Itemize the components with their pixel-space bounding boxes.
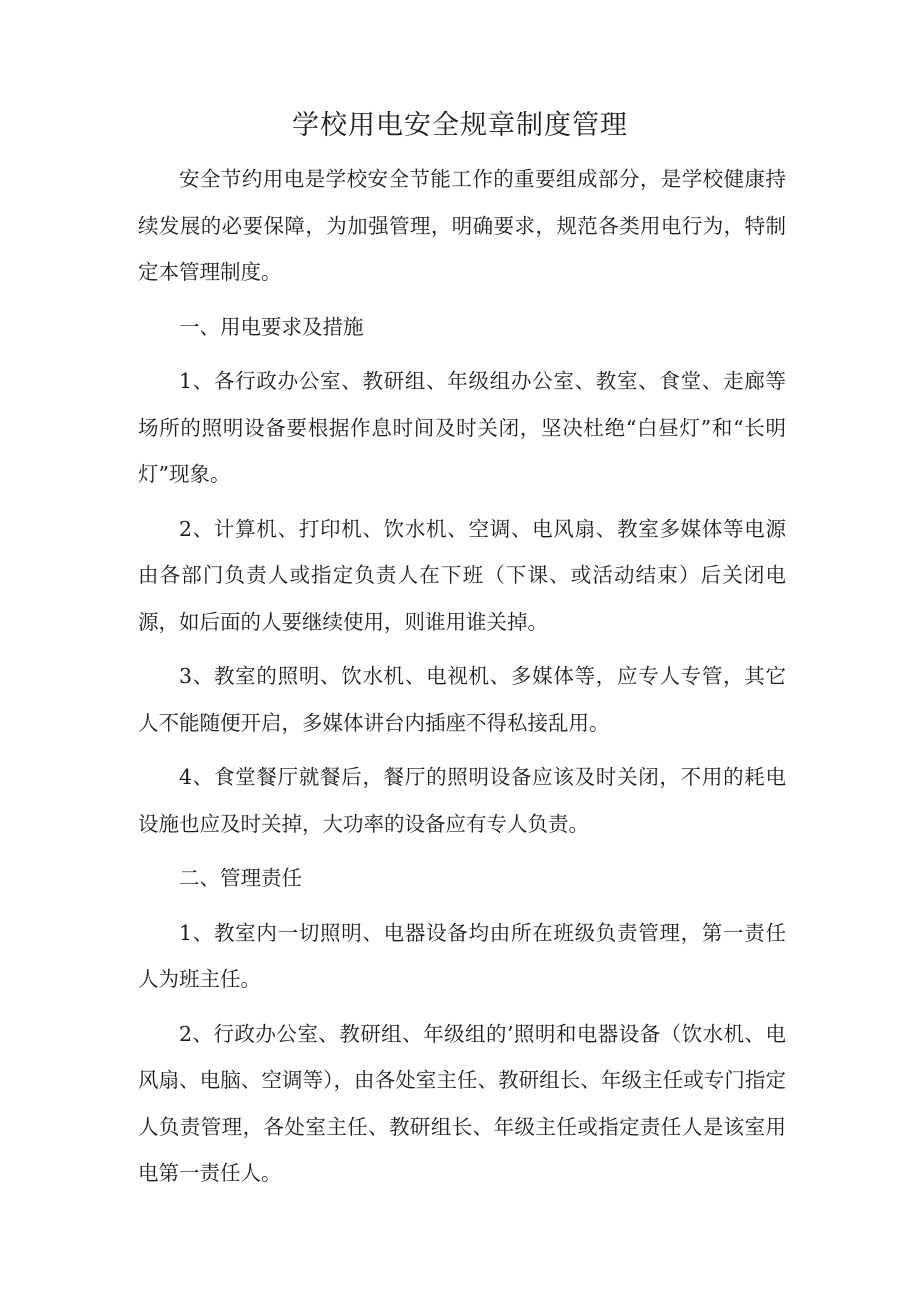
intro-paragraph: 安全节约用电是学校安全节能工作的重要组成部分，是学校健康持续发展的必要保障，为加强管理，明确要求，规范各类用电行为，特制定本管理制度。 [138,167,786,284]
section-heading-requirements: 一、用电要求及措施 [179,314,364,339]
requirement-item-2: 2、计算机、打印机、饮水机、空调、电风扇、教室多媒体等电源由各部门负责人或指定负责人在下班（下课、或活动结束）后关闭电源，如后面的人要继续使用，则谁用谁关掉。 [138,516,786,634]
section-heading-responsibility: 二、管理责任 [179,866,302,890]
requirement-item-1: 1、各行政办公室、教研组、年级组办公室、教室、食堂、走廊等场所的照明设备要根据作息时间及时关闭，坚决杜绝“白昼灯”和“长明灯”现象。 [138,369,786,486]
requirement-item-4: 4、食堂餐厅就餐后，餐厅的照明设备应该及时关闭，不用的耗电设施也应及时关掉，大功率的设备应有专人负责。 [138,765,786,836]
responsibility-item-2: 2、行政办公室、教研组、年级组的’照明和电器设备（饮水机、电风扇、电脑、空调等），由各处室主任、教研组长、年级主任或专门指定人负责管理，各处室主任、教研组长、年级主任或指定责任人是该室用电第一责任人。 [138,1021,786,1185]
requirement-item-3: 3、教室的照明、饮水机、电视机、多媒体等，应专人专管，其它人不能随便开启，多媒体讲台内插座不得私接乱用。 [138,664,786,735]
responsibility-item-1: 1、教室内一切照明、电器设备均由所在班级负责管理，第一责任人为班主任。 [138,920,786,991]
document-title: 学校用电安全规章制度管理 [292,110,628,141]
document-body [138,156,786,1205]
